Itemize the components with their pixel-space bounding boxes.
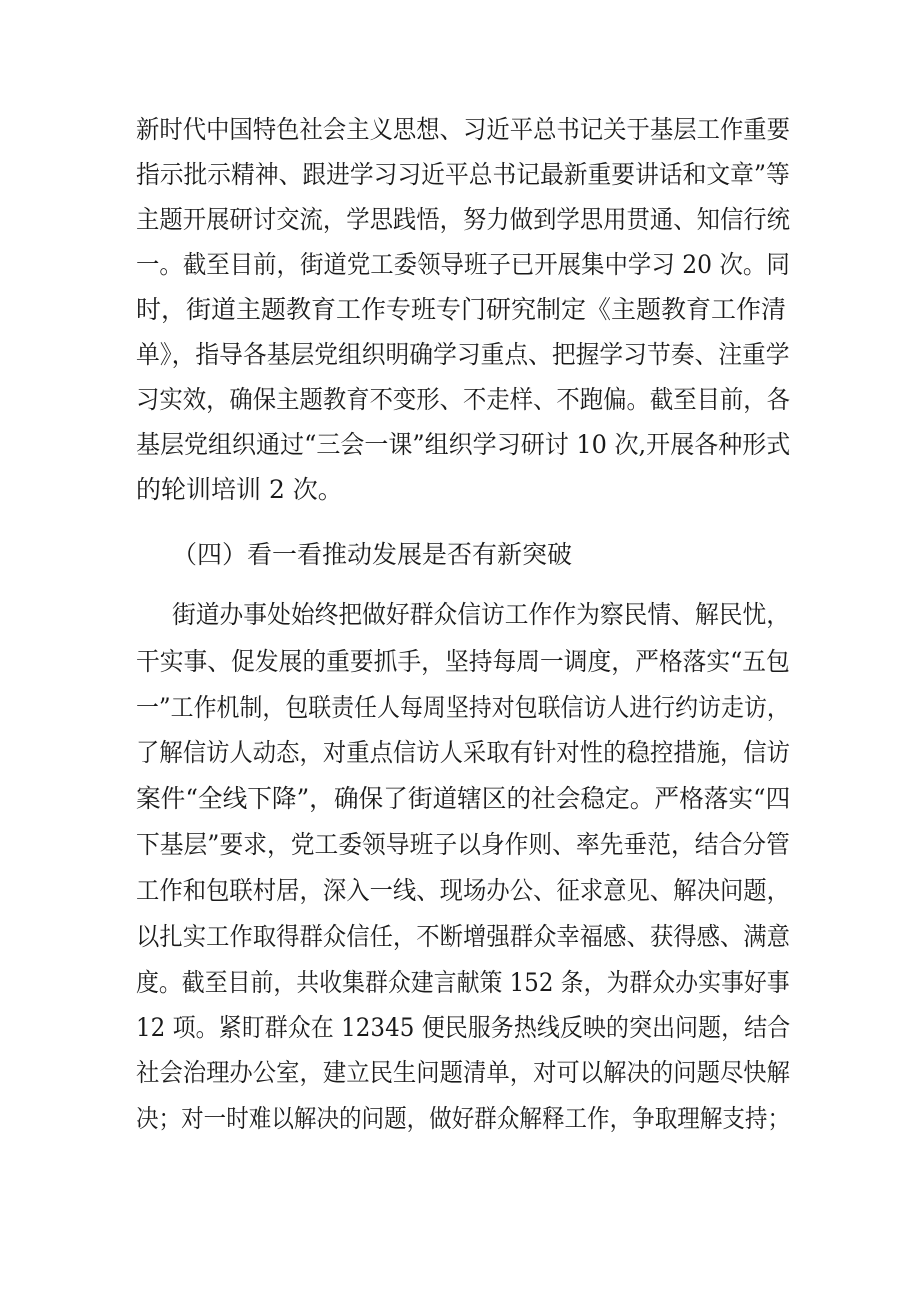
paragraph-2-line-6: 下基层”要求，党工委领导班子以身作则、率先垂范，结合分管 bbox=[136, 830, 790, 859]
paragraph-2-line-5: 案件“全线下降”，确保了街道辖区的社会稳定。严格落实“四 bbox=[136, 784, 791, 813]
paragraph-2-line-1: 街道办事处始终把做好群众信访工作作为察民情、解民忧， bbox=[172, 600, 791, 629]
paragraph-1-line-8: 基层党组织通过“三会一课”组织学习研讨 10 次,开展各种形式 bbox=[136, 430, 791, 459]
section-heading: （四）看一看推动发展是否有新突破 bbox=[172, 540, 573, 569]
paragraph-1-line-6: 单》，指导各基层党组织明确学习重点、把握学习节奏、注重学 bbox=[136, 340, 790, 369]
paragraph-2-line-9: 度。截至目前，共收集群众建言献策 152 条，为群众办实事好事 bbox=[136, 968, 790, 997]
paragraph-2-line-8: 以扎实工作取得群众信任，不断增强群众幸福感、获得感、满意 bbox=[136, 922, 791, 951]
paragraph-2-line-2: 干实事、促发展的重要抓手，坚持每周一调度，严格落实“五包 bbox=[136, 647, 790, 676]
paragraph-1-line-5: 时，街道主题教育工作专班专门研究制定《主题教育工作清 bbox=[136, 295, 787, 324]
paragraph-1-line-9: 的轮训培训 2 次。 bbox=[136, 475, 343, 504]
paragraph-1-line-4: 一。截至目前，街道党工委领导班子已开展集中学习 20 次。同 bbox=[136, 250, 790, 279]
paragraph-1-line-7: 习实效，确保主题教育不变形、不走样、不跑偏。截至目前，各 bbox=[136, 385, 791, 414]
paragraph-1-line-2: 指示批示精神、跟进学习习近平总书记最新重要讲话和文章”等 bbox=[136, 160, 790, 189]
paragraph-2-line-12: 决；对一时难以解决的问题，做好群众解释工作，争取理解支持； bbox=[136, 1104, 791, 1133]
paragraph-1-line-1: 新时代中国特色社会主义思想、习近平总书记关于基层工作重要 bbox=[136, 115, 791, 144]
paragraph-2-line-7: 工作和包联村居，深入一线、现场办公、征求意见、解决问题， bbox=[136, 876, 791, 905]
paragraph-2-line-3: 一”工作机制，包联责任人每周坚持对包联信访人进行约访走访， bbox=[136, 693, 790, 722]
paragraph-1-line-3: 主题开展研讨交流，学思践悟，努力做到学思用贯通、知信行统 bbox=[136, 205, 791, 234]
paragraph-2-line-11: 社会治理办公室，建立民生问题清单，对可以解决的问题尽快解 bbox=[136, 1058, 791, 1087]
paragraph-2-line-4: 了解信访人动态，对重点信访人采取有针对性的稳控措施，信访 bbox=[136, 738, 791, 767]
paragraph-2-line-10: 12 项。紧盯群众在 12345 便民服务热线反映的突出问题，结合 bbox=[136, 1013, 791, 1042]
